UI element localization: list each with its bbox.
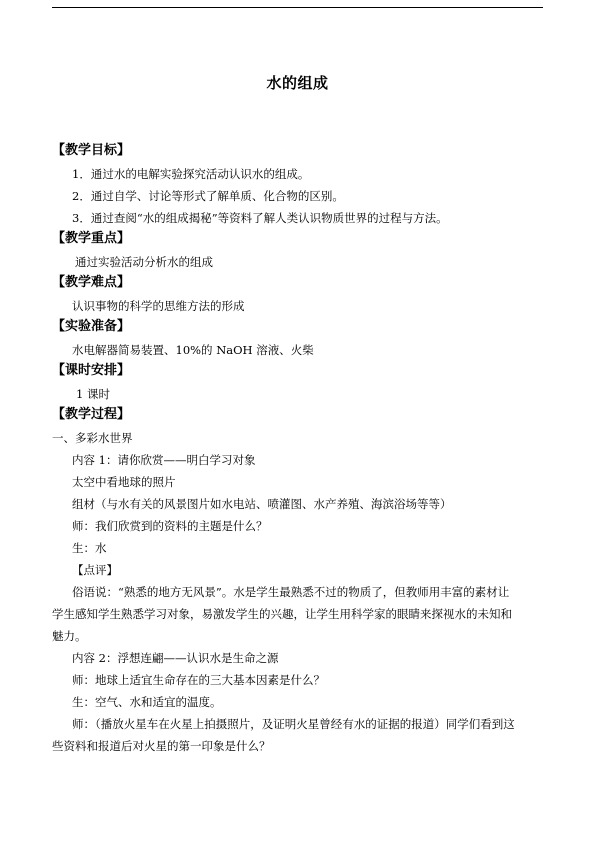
process-line-4: 师：我们欣赏到的资料的主题是什么？ — [72, 519, 268, 533]
comment-line-3: 魅力。 — [52, 629, 87, 643]
goal-item-3: 3．通过查阅“水的组成揭秘”等资料了解人类认识物质世界的过程与方法。 — [72, 211, 448, 225]
preparation-text: 水电解器简易装置、10%的 NaOH 溶液、火柴 — [72, 343, 314, 357]
process-line-8: 师：地球上适宜生命存在的三大基本因素是什么？ — [72, 673, 325, 687]
section-heading-difficulties: 【教学难点】 — [52, 275, 131, 290]
section-heading-process: 【教学过程】 — [52, 407, 131, 422]
section-heading-preparation: 【实验准备】 — [52, 319, 131, 334]
page-title: 水的组成 — [266, 74, 329, 92]
comment-line-2: 学生感知学生熟悉学习对象，易激发学生的兴趣，让学生用科学家的眼睛来探视水的未知和 — [52, 607, 512, 621]
process-line-7: 内容 2：浮想连翩——认识水是生命之源 — [72, 651, 279, 665]
goal-item-1: 1．通过水的电解实验探究活动认识水的组成。 — [72, 167, 310, 181]
process-line-5: 生：水 — [72, 541, 107, 555]
last-line-2: 些资料和报道后对火星的第一印象是什么？ — [52, 739, 271, 753]
process-line-1: 内容 1：请你欣赏——明白学习对象 — [72, 453, 256, 467]
process-line-3: 组材（与水有关的风景图片如水电站、喷灌图、水产养殖、海滨浴场等等） — [72, 497, 452, 511]
comment-line-1: 俗语说：“熟悉的地方无风景”。水是学生最熟悉不过的物质了，但教师用丰富的素材让 — [72, 585, 510, 599]
process-line-6: 【点评】 — [72, 563, 118, 577]
section-heading-goals: 【教学目标】 — [52, 143, 131, 158]
section-heading-key-points: 【教学重点】 — [52, 231, 131, 246]
last-line-1: 师：（播放火星车在火星上拍摄照片，及证明火星曾经有水的证据的报道）同学们看到这 — [72, 717, 515, 731]
process-part1-title: 一、多彩水世界 — [52, 431, 133, 445]
header-rule — [52, 7, 543, 8]
process-line-9: 生：空气、水和适宜的温度。 — [72, 695, 222, 709]
process-line-2: 太空中看地球的照片 — [72, 475, 176, 489]
goal-item-2: 2．通过自学、讨论等形式了解单质、化合物的区别。 — [72, 189, 344, 203]
key-points-text: 通过实验活动分析水的组成 — [75, 255, 213, 269]
section-heading-schedule: 【课时安排】 — [52, 363, 131, 378]
difficulties-text: 认识事物的科学的思维方法的形成 — [72, 299, 245, 313]
schedule-text: 1 课时 — [76, 387, 110, 401]
